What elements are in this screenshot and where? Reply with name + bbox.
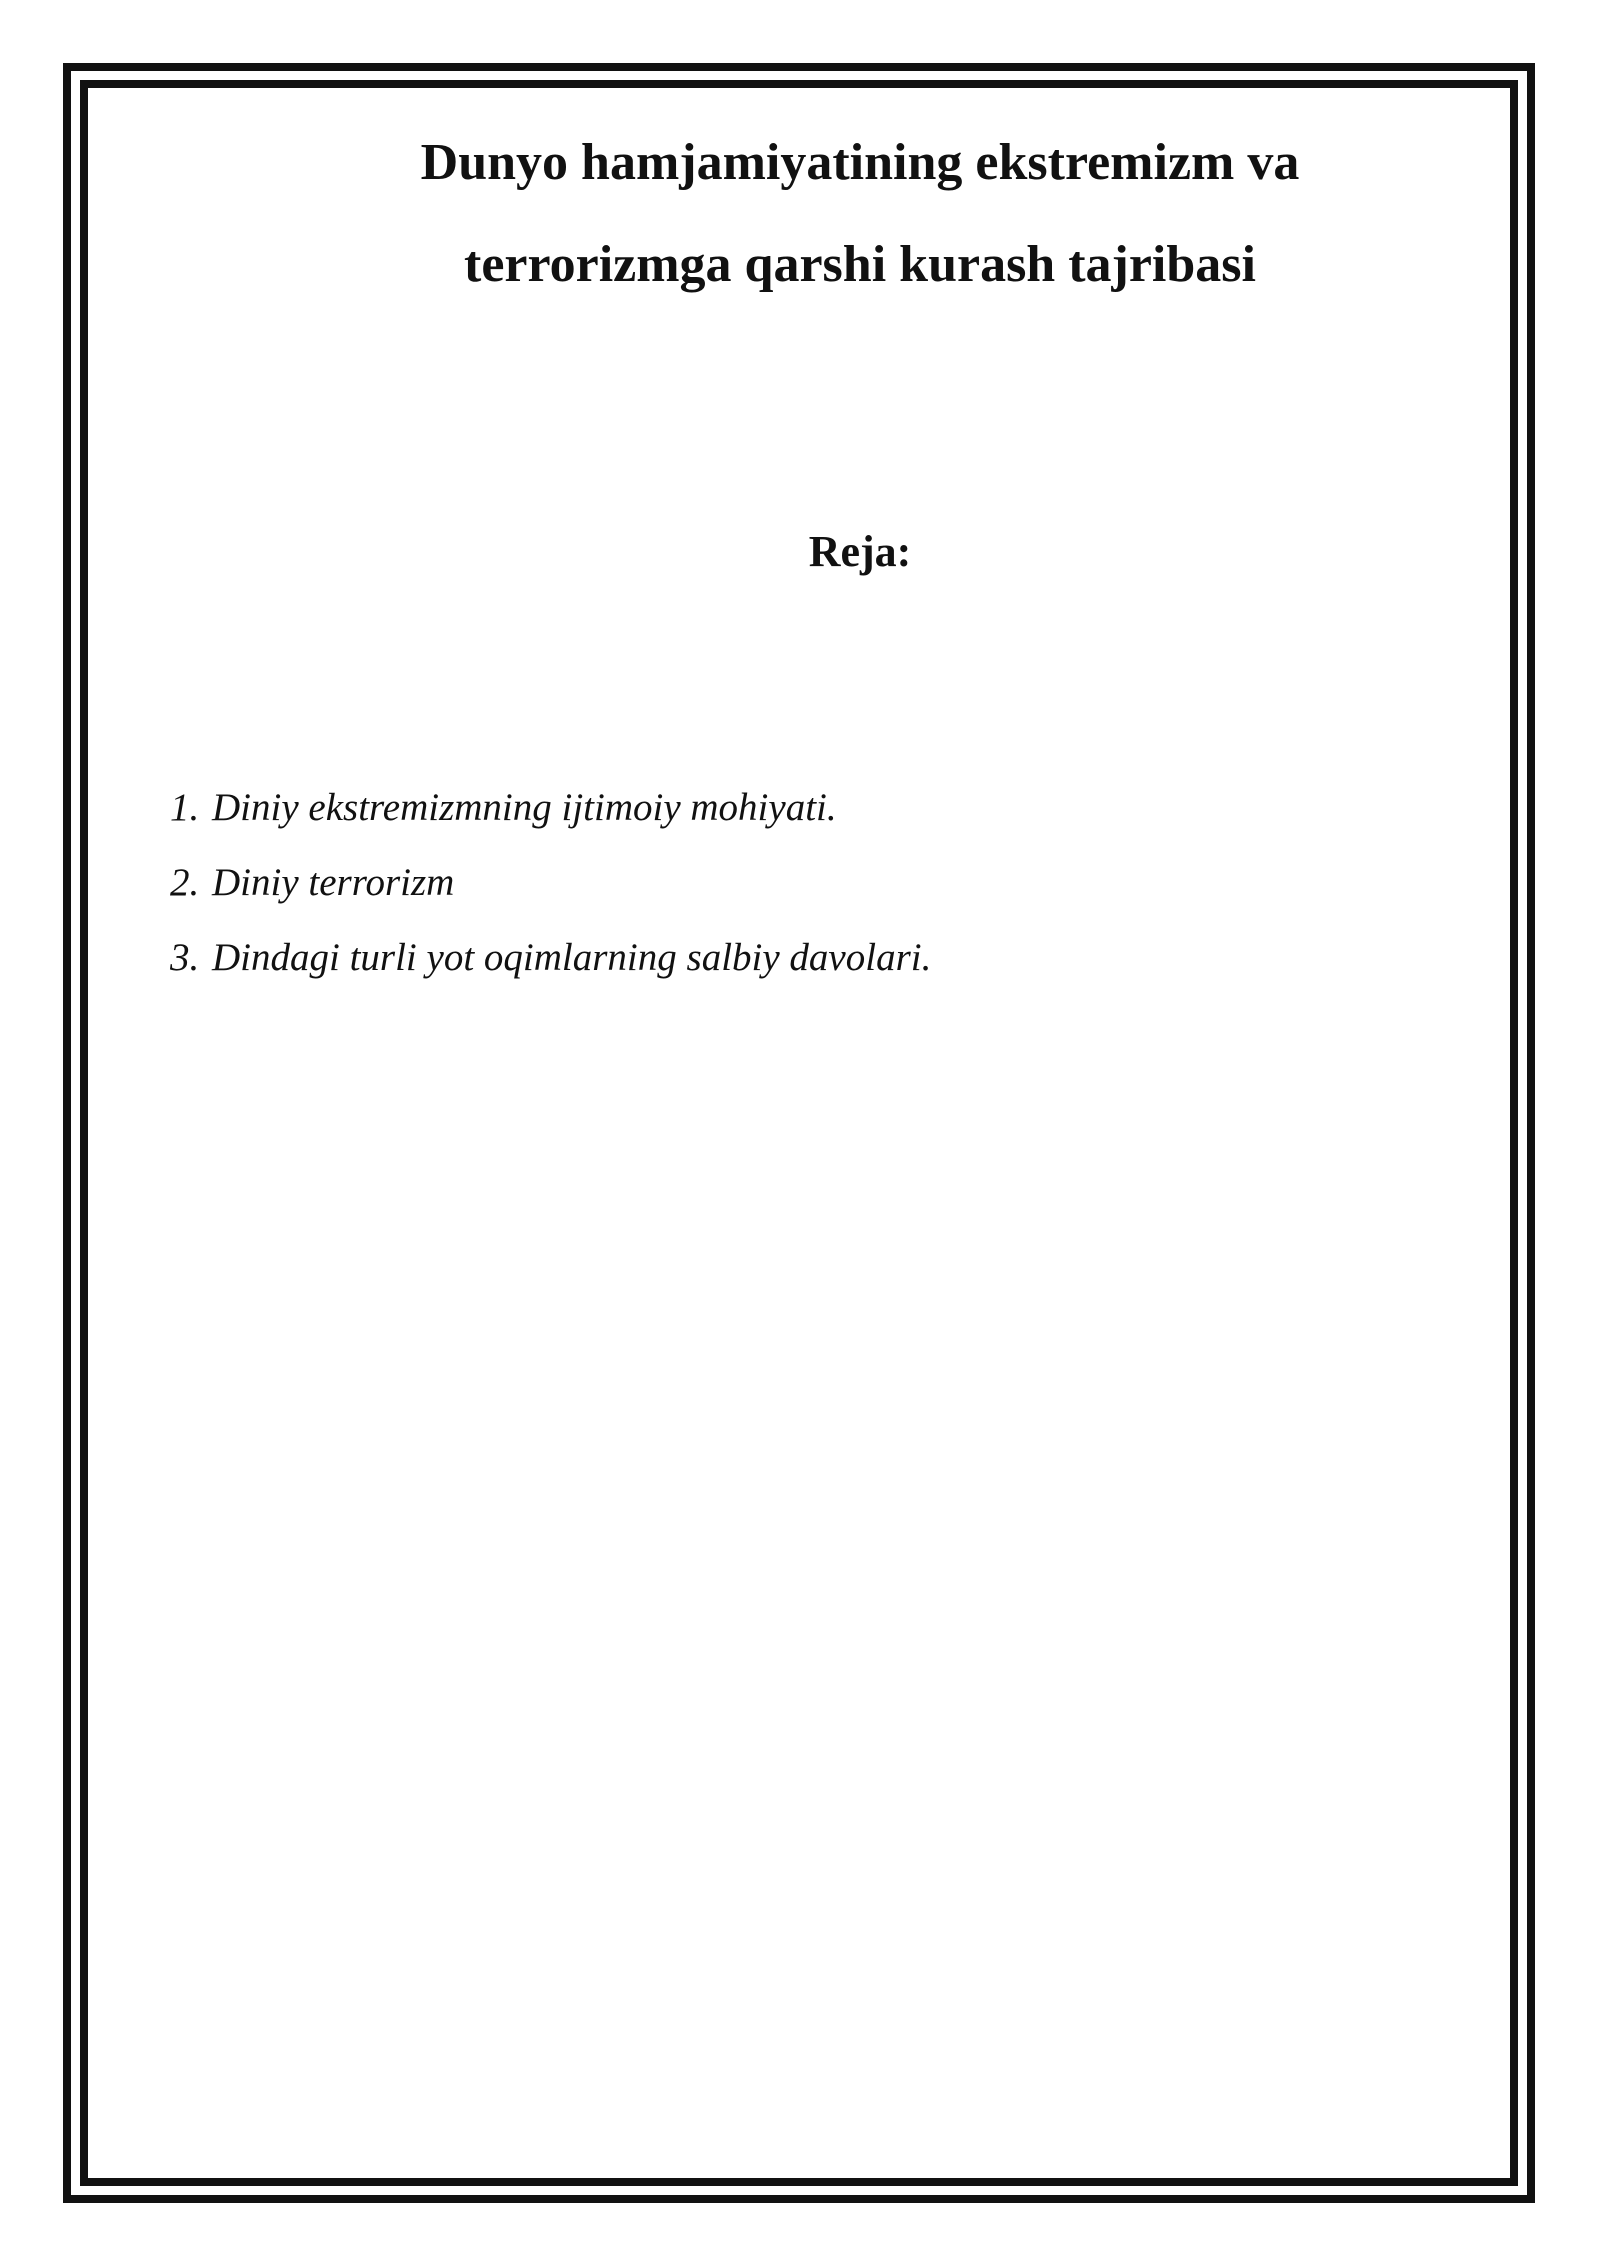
plan-item-number: 2.: [170, 861, 200, 904]
title-line-2: terrorizmga qarshi kurash tajribasi: [464, 236, 1256, 293]
plan-item-text: Dindagi turli yot oqimlarning salbiy davolari.: [212, 936, 932, 979]
title-line-1: Dunyo hamjamiyatining ekstremizm va: [420, 134, 1300, 191]
plan-list: [170, 770, 931, 995]
plan-heading: Reja:: [808, 527, 912, 576]
plan-item-3: [170, 920, 931, 995]
document-title: [260, 112, 1460, 316]
plan-item-text: Diniy terrorizm: [212, 861, 455, 904]
plan-item-number: 1.: [170, 786, 200, 829]
plan-item-2: [170, 845, 931, 920]
plan-item-1: [170, 770, 931, 845]
plan-item-number: 3.: [170, 936, 200, 979]
page-border-inner: [80, 80, 1518, 2186]
plan-item-text: Diniy ekstremizmning ijtimoiy mohiyati.: [212, 786, 837, 829]
